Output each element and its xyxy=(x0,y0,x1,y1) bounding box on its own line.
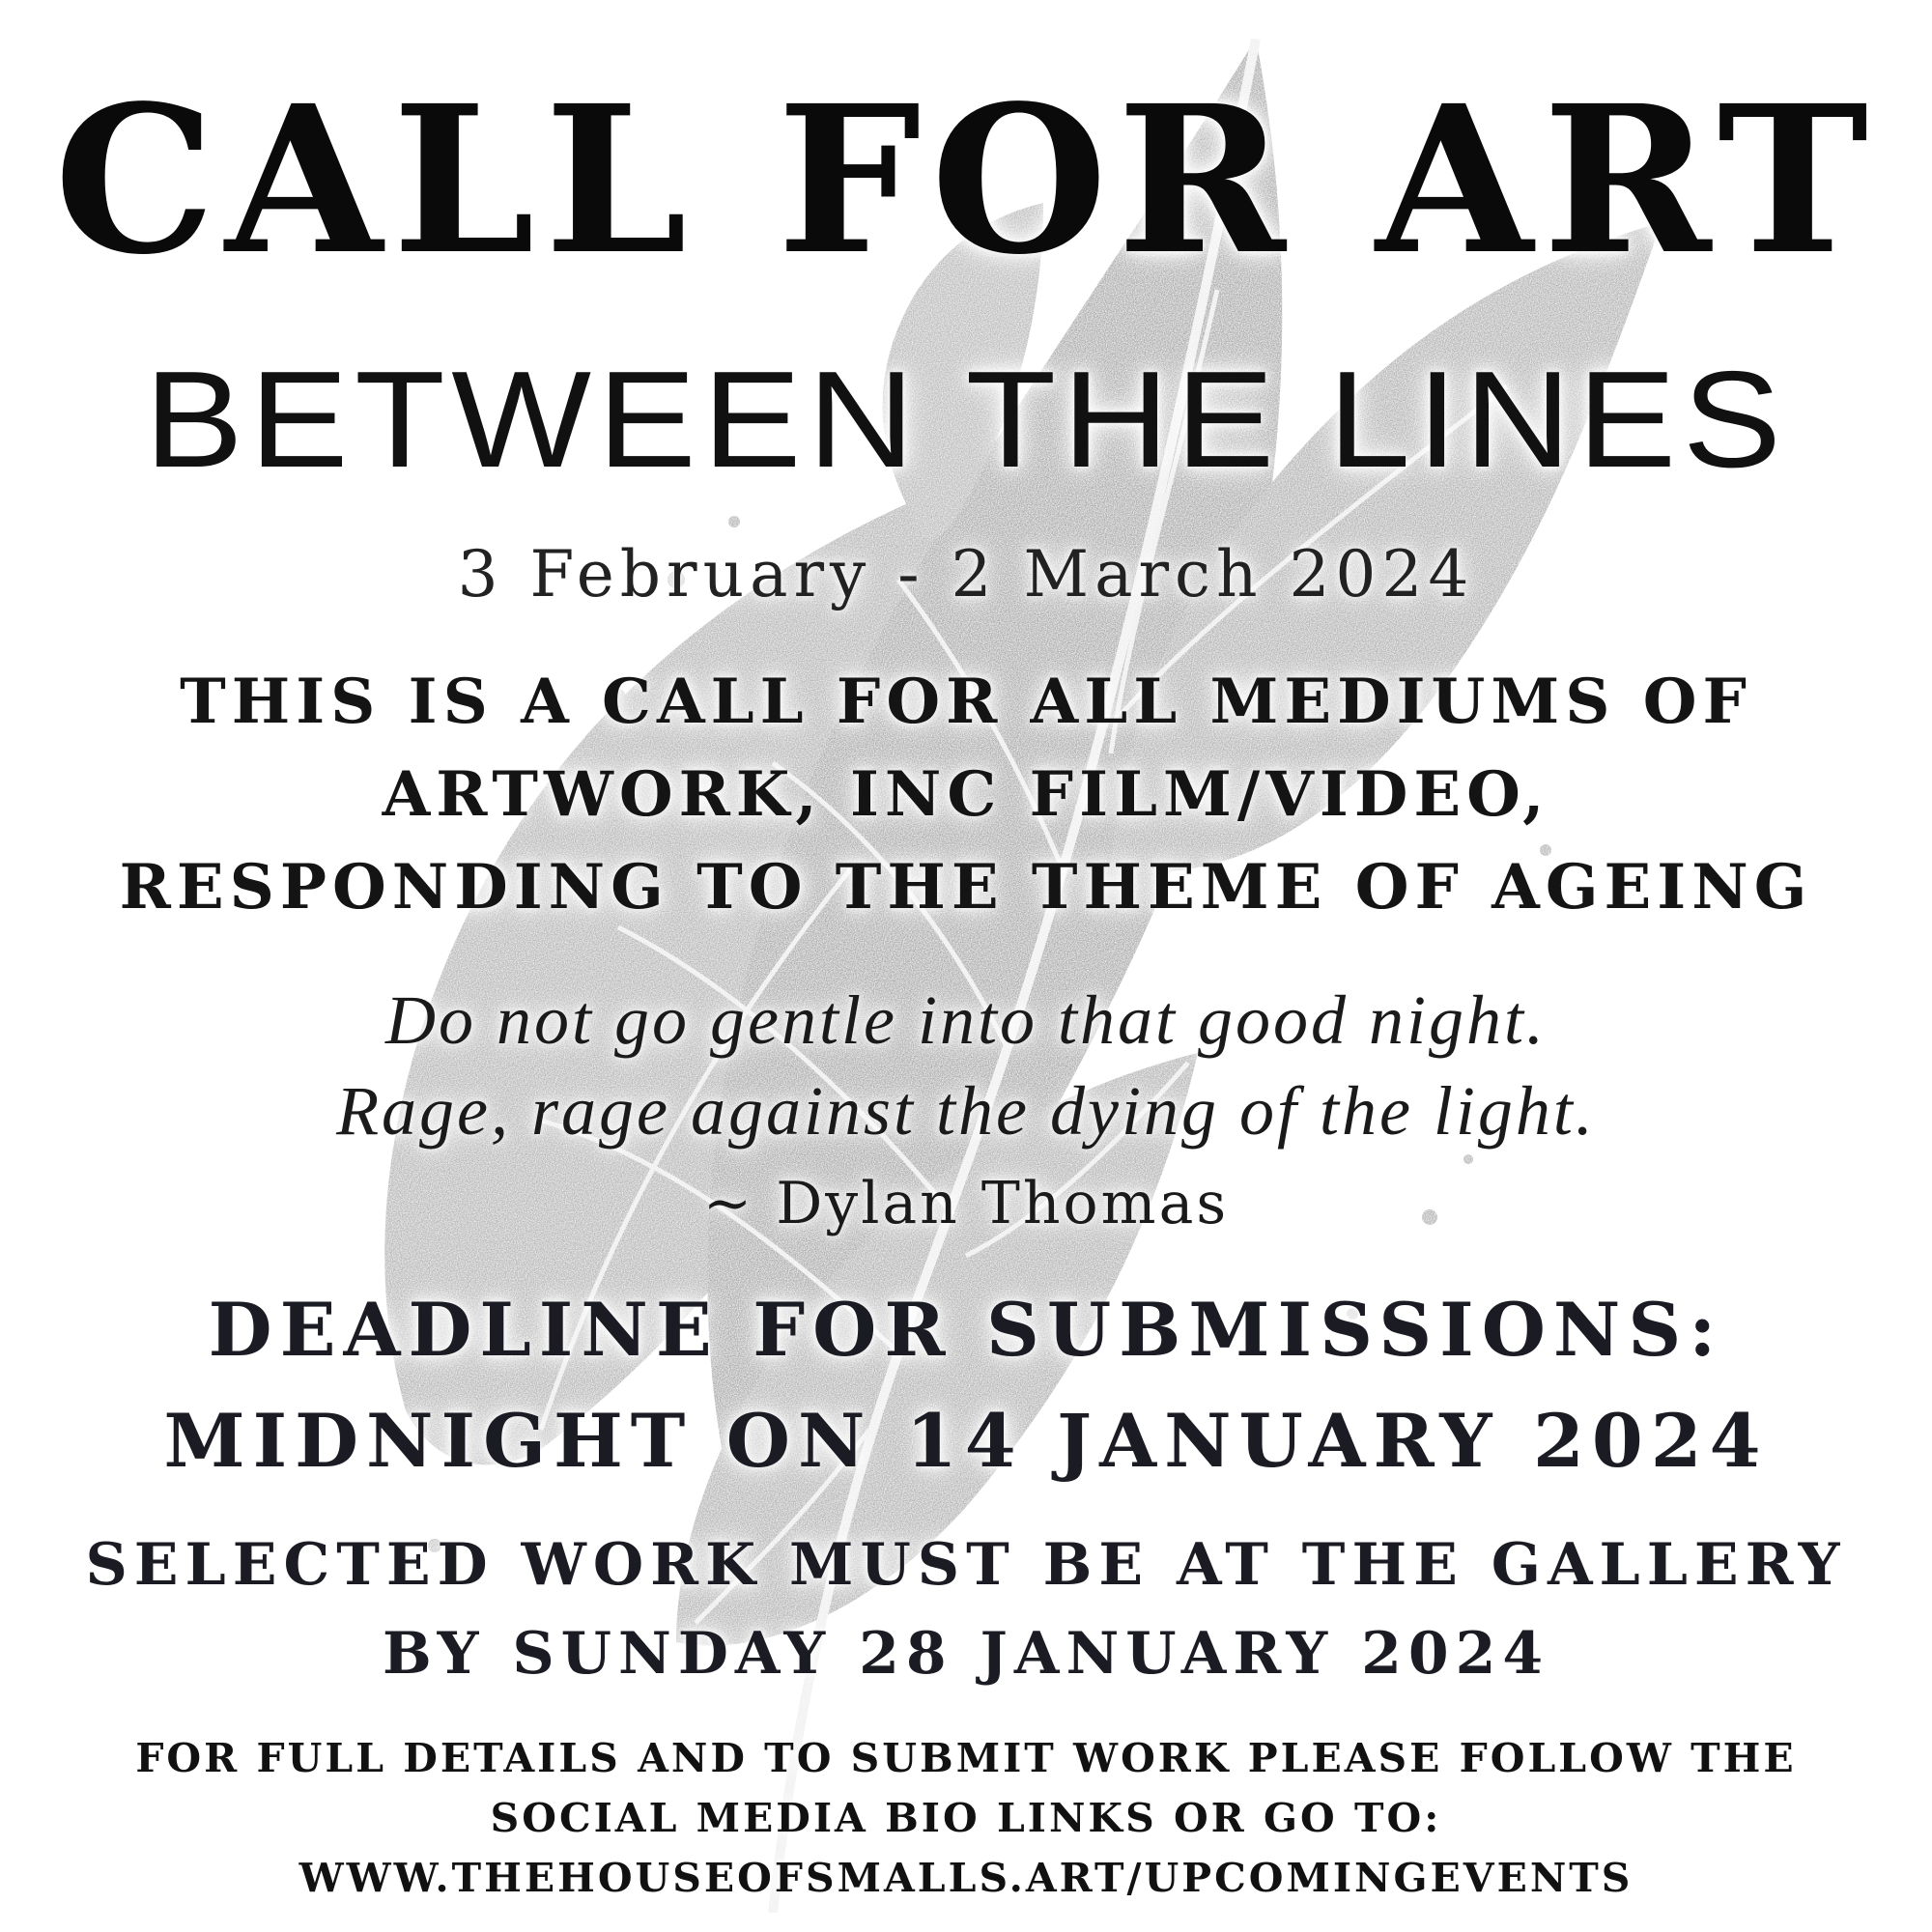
call-line-1: THIS IS A CALL FOR ALL MEDIUMS OF xyxy=(180,666,1752,738)
exhibition-name: BETWEEN THE LINES xyxy=(144,343,1788,497)
footer-line-1: FOR FULL DETAILS AND TO SUBMIT WORK PLEASE FOLLOW THE xyxy=(135,1735,1797,1781)
quote-attribution: ~ Dylan Thomas xyxy=(702,1170,1230,1237)
footer-line-2: SOCIAL MEDIA BIO LINKS OR GO TO: xyxy=(490,1795,1442,1841)
footer-website-link[interactable]: WWW.THEHOUSEOFSMALLS.ART/UPCOMINGEVENTS xyxy=(298,1855,1634,1901)
delivery-line-1: SELECTED WORK MUST BE AT THE GALLERY xyxy=(85,1531,1847,1599)
poster-title: CALL FOR ART xyxy=(53,61,1879,299)
deadline-line-2: MIDNIGHT ON 14 JANUARY 2024 xyxy=(163,1398,1769,1484)
delivery-line-2: BY SUNDAY 28 JANUARY 2024 xyxy=(382,1620,1550,1688)
quote-line-1: Do not go gentle into that good night. xyxy=(385,981,1547,1059)
call-line-2: ARTWORK, INC FILM/VIDEO, xyxy=(382,758,1550,831)
deadline-line-1: DEADLINE FOR SUBMISSIONS: xyxy=(208,1287,1724,1373)
call-line-3: RESPONDING TO THE THEME OF AGEING xyxy=(119,851,1813,923)
quote-line-2: Rage, rage against the dying of the light. xyxy=(336,1072,1596,1150)
exhibition-dates: 3 February - 2 March 2024 xyxy=(457,537,1475,611)
